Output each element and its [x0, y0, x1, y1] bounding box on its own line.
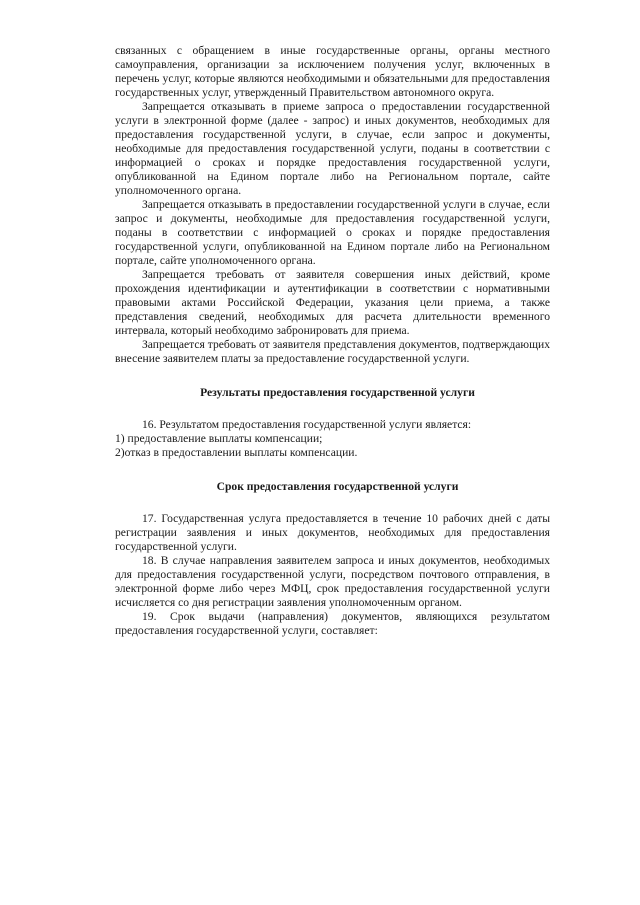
document-page: [115, 44, 550, 638]
list-item: 16. Результатом предоставления государственной услуги является:: [142, 418, 472, 431]
paragraph-continuation: связанных с обращением в иные государственные органы, органы местного самоуправления, организации за исключением получения услуг, включенных в перечень услуг, которые являются необходимыми и обязательными для предоставления государственных услуг, утвержденный Правительством автономного округа.: [115, 44, 550, 99]
paragraph-refusal-acceptance: Запрещается отказывать в приеме запроса о предоставлении государственной услуги в электронной форме (далее - запрос) и иных документов, необходимых для предоставления государственной услуги, в случае, если запрос и документы, необходимые для предоставления государственной услуги, поданы в соответствии с информацией о сроках и порядке предоставления государственной услуги, опубликованной на Едином портале либо на Региональном портале, сайте уполномоченного органа.: [115, 100, 550, 197]
paragraph-19: 19. Срок выдачи (направления) документов, являющихся результатом предоставления государственной услуги, составляет:: [115, 610, 550, 637]
paragraph-17: 17. Государственная услуга предоставляется в течение 10 рабочих дней с даты регистрации заявления и иных документов, необходимых для предоставления государственной услуги.: [115, 512, 550, 553]
paragraph-prohibition-actions: Запрещается требовать от заявителя совершения иных действий, кроме прохождения идентификации и аутентификации в соответствии с нормативными правовыми актами Российской Федерации, указания цели приема, а также представления сведений, необходимых для расчета длительности временного интервала, который необходимо забронировать для приема.: [115, 268, 550, 337]
list-item: 1) предоставление выплаты компенсации;: [115, 432, 323, 445]
paragraph-refusal-provision: Запрещается отказывать в предоставлении государственной услуги в случае, если запрос и документы, необходимые для предоставления государственной услуги, поданы в соответствии с информацией о сроках и порядке предоставления государственной услуги, опубликованной на Едином портале либо на Региональном портале, сайте уполномоченного органа.: [115, 198, 550, 267]
list-item: 2)отказ в предоставлении выплаты компенсации.: [115, 446, 358, 459]
paragraph-prohibition-payment: Запрещается требовать от заявителя представления документов, подтверждающих внесение заявителем платы за предоставление государственной услуги.: [115, 338, 550, 365]
paragraph-18: 18. В случае направления заявителем запроса и иных документов, необходимых для предоставления государственной услуги, посредством почтового отправления, в электронной форме либо через МФЦ, срок предоставления государственной услуги исчисляется со дня регистрации заявления уполномоченным органом.: [115, 554, 550, 609]
section-heading-results: Результаты предоставления государственной услуги: [200, 386, 475, 399]
section-heading-term: Срок предоставления государственной услуги: [216, 480, 459, 493]
